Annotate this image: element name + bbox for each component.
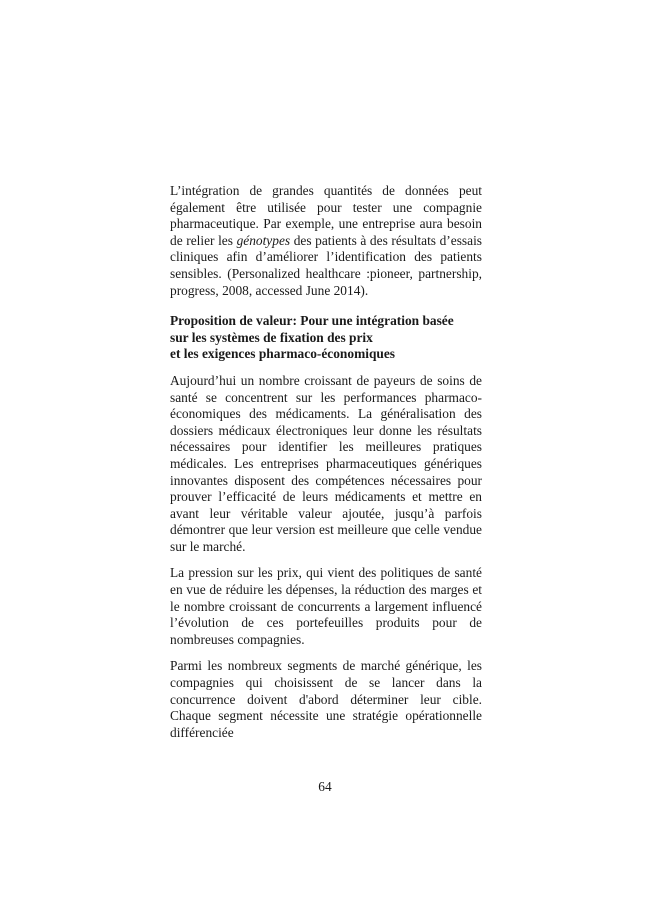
italic-term: génotypes xyxy=(236,232,291,248)
heading-line-3: et les exigences pharmaco-économiques xyxy=(170,346,395,362)
paragraph-text: Aujourd’hui un nombre croissant de payeurs de soins de santé se concentrent sur les performances pharmaco-économiques des médicaments. La généralisation des dossiers médicaux électroniques leur donne les résultats nécessaires pour identifier les meilleures pratiques médicales. Les entreprises pharmaceutiques génériques innovantes disposent des compétences nécessaires pour prouver l’efficacité de leurs médicaments et mettre en avant leur véritable valeur ajoutée, jusqu’à parfois démontrer que leur version est meilleure que celle vendue sur le marché. xyxy=(170,372,482,554)
paragraph-price-pressure xyxy=(170,565,482,648)
paragraph-payers xyxy=(170,373,482,556)
page-number: 64 xyxy=(318,779,332,795)
heading-line-2: sur les systèmes de fixation des prix xyxy=(170,329,373,345)
paragraph-market-segments xyxy=(170,658,482,741)
paragraph-text-end: des patients à des résultats d’essais cliniques afin d’améliorer l’identification des patients sensibles. (Personalized healthcare :pioneer, partnership, progress, 2008, accessed June 2014). xyxy=(170,232,482,298)
heading-line-1: Proposition de valeur: Pour une intégration basée xyxy=(170,313,454,329)
paragraph-text xyxy=(170,183,482,299)
section-heading xyxy=(170,313,482,363)
paragraph-text: Parmi les nombreux segments de marché générique, les compagnies qui choisissent de se lancer dans la concurrence doivent d'abord déterminer leur cible. Chaque segment nécessite une stratégie opérationnelle différenciée xyxy=(170,658,482,740)
paragraph-text: La pression sur les prix, qui vient des politiques de santé en vue de réduire les dépenses, la réduction des marges et le nombre croissant de concurrents a largement influencé l’évolution de ces portefeuilles produits pour de nombreuses compagnies. xyxy=(170,565,482,647)
text-column xyxy=(170,183,482,741)
paragraph-text-start: L’intégration de grandes quantités de données peut également être utilisée pour tester une compagnie pharmaceutique. Par exemple, une entreprise aura besoin de relier les xyxy=(170,183,482,248)
paragraph-data-integration xyxy=(170,183,482,299)
